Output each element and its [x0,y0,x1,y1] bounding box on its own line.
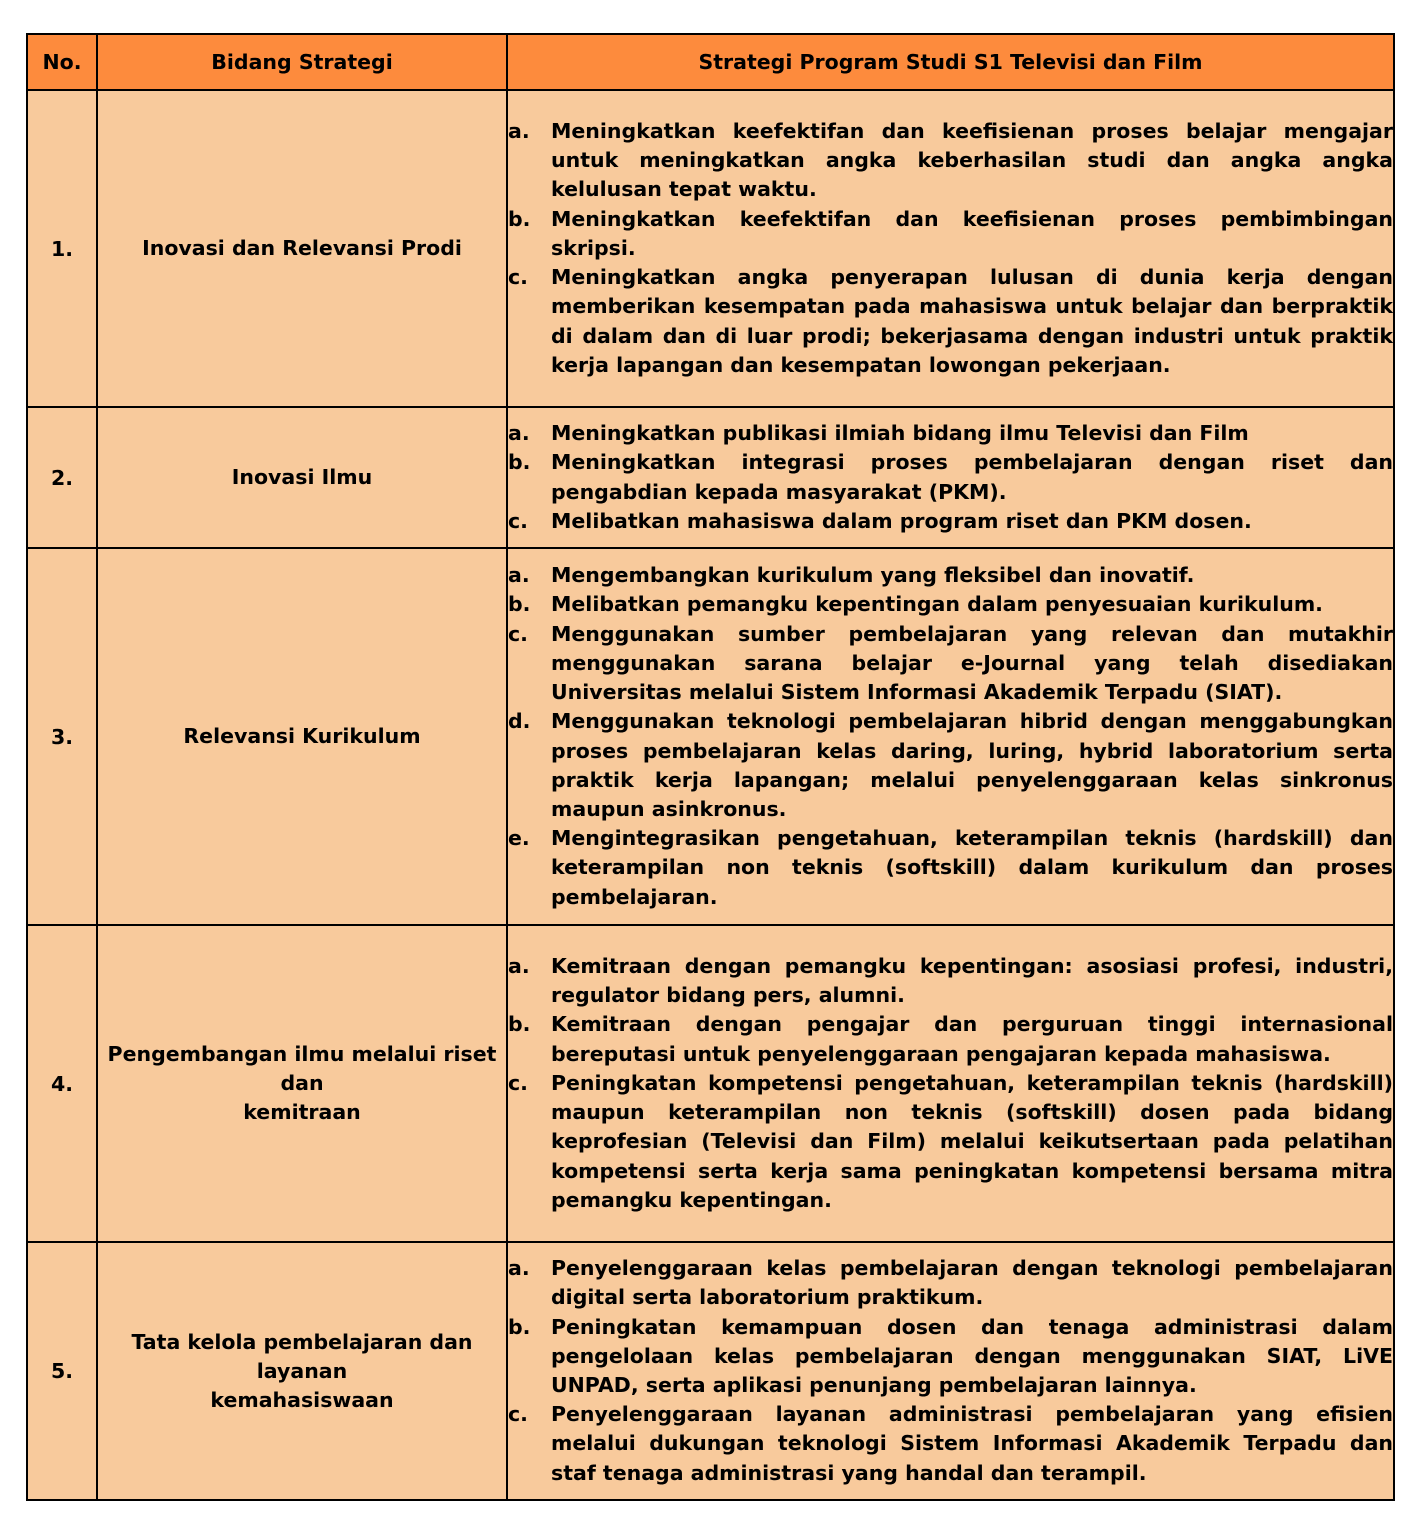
strategy-area: Pengembangan ilmu melalui riset dan kemitraan [97,925,507,1242]
list-item-text: Kemitraan dengan pengajar dan perguruan tinggi internasional bereputasi untuk penyelenggaraan pengajaran kepada mahasiswa. [551,1012,1393,1066]
strategy-items-cell [507,90,1394,407]
list-item-text: Penyelenggaraan kelas pembelajaran dengan teknologi pembelajaran digital serta laboratorium praktikum. [551,1256,1393,1310]
list-item-text: Mengembangkan kurikulum yang fleksibel dan inovatif. [551,563,1195,588]
list-marker: a. [508,1256,530,1281]
table-body [27,90,1394,1500]
list-item-text: Kemitraan dengan pemangku kepentingan: asosiasi profesi, industri, regulator bidang pers, alumni. [551,954,1393,1008]
list-item [508,1069,1393,1215]
list-item-text: Meningkatkan keefektifan dan keefisienan proses belajar mengajar untuk meningkatkan angka keberhasilan studi dan angka angka kelulusan tepat waktu. [551,119,1393,202]
list-item [508,1010,1393,1068]
list-item-text: Peningkatan kompetensi pengetahuan, keterampilan teknis (hardskill) maupun keterampilan non teknis (softskill) dosen pada bidang keprofesian (Televisi dan Film) melalui keikutsertaan pada pelatihan kompetensi serta kerja sama peningkatan kompetensi bersama mitra pemangku kepentingan. [551,1070,1393,1212]
list-item-text: Peningkatan kemampuan dosen dan tenaga administrasi dalam pengelolaan kelas pembelajaran dengan menggunakan SIAT, LiVE UNPAD, serta aplikasi penunjang pembelajaran lainnya. [551,1314,1393,1397]
list-item [508,117,1393,205]
table-row [27,548,1394,925]
list-item [508,824,1393,912]
list-item-text: Melibatkan pemangku kepentingan dalam penyesuaian kurikulum. [551,592,1323,617]
list-marker: a. [508,563,530,588]
list-marker: b. [508,1314,531,1339]
list-marker: a. [508,421,530,446]
strategy-list [508,117,1393,380]
strategy-items-cell [507,925,1394,1242]
strategy-list [508,419,1393,536]
row-number: 1. [27,90,97,407]
list-item [508,263,1393,380]
strategy-items-cell [507,407,1394,548]
list-item-text: Menggunakan sumber pembelajaran yang relevan dan mutakhir menggunakan sarana belajar e-Journal yang telah disediakan Universitas melalui Sistem Informasi Akademik Terpadu (SIAT). [551,621,1393,705]
strategy-area: Tata kelola pembelajaran dan layanan kemahasiswaan [97,1242,507,1500]
list-marker: c. [508,1402,528,1427]
list-marker: a. [508,954,530,979]
list-marker: e. [508,826,530,851]
list-marker: a. [508,119,530,144]
row-number: 4. [27,925,97,1242]
table-header-row [27,34,1394,90]
list-item-text: Meningkatkan angka penyerapan lulusan di dunia kerja dengan memberikan kesempatan pada mahasiswa untuk belajar dan berpraktik di dalam dan di luar prodi; bekerjasama dengan industri untuk praktik kerja lapangan dan kesempatan lowongan pekerjaan. [551,265,1393,377]
list-marker: c. [508,1070,528,1095]
list-item [508,448,1393,506]
list-item-text: Melibatkan mahasiswa dalam program riset dan PKM dosen. [551,508,1252,533]
strategy-area: Inovasi Ilmu [97,407,507,548]
list-marker: d. [508,709,531,734]
list-marker: c. [508,265,528,290]
list-marker: b. [508,1012,531,1037]
list-item [508,561,1393,590]
table-row [27,925,1394,1242]
strategy-list [508,561,1393,911]
row-number: 5. [27,1242,97,1500]
row-number: 3. [27,548,97,925]
list-item [508,1313,1393,1401]
list-marker: b. [508,206,531,231]
strategy-list [508,1254,1393,1488]
strategy-table [26,33,1395,1501]
list-item [508,952,1393,1010]
strategy-items-cell [507,1242,1394,1500]
header-no: No. [27,34,97,90]
header-strategy: Strategi Program Studi S1 Televisi dan Film [507,34,1394,90]
list-item-text: Meningkatkan integrasi proses pembelajaran dengan riset dan pengabdian kepada masyarakat (PKM). [551,450,1393,504]
list-item-text: Meningkatkan keefektifan dan keefisienan proses pembimbingan skripsi. [551,206,1393,260]
list-item [508,205,1393,263]
list-item [508,707,1393,824]
list-item [508,590,1393,619]
strategy-items-cell [507,548,1394,925]
row-number: 2. [27,407,97,548]
list-marker: c. [508,508,528,533]
list-marker: c. [508,621,528,646]
list-item-text: Penyelenggaraan layanan administrasi pembelajaran yang efisien melalui dukungan teknologi Sistem Informasi Akademik Terpadu dan staf tenaga administrasi yang handal dan terampil. [551,1402,1393,1485]
strategy-area: Relevansi Kurikulum [97,548,507,925]
list-marker: b. [508,450,531,475]
list-item-text: Menggunakan teknologi pembelajaran hibrid dengan menggabungkan proses pembelajaran kelas daring, luring, hybrid laboratorium serta praktik kerja lapangan; melalui penyelenggaraan kelas sinkronus maupun asinkronus. [551,709,1393,821]
list-item [508,620,1393,708]
table-row [27,90,1394,407]
list-item-text: Mengintegrasikan pengetahuan, keterampilan teknis (hardskill) dan keterampilan non teknis (softskill) dalam kurikulum dan proses pembelajaran. [551,826,1393,909]
list-item [508,1400,1393,1488]
table-row [27,407,1394,548]
list-marker: b. [508,592,531,617]
list-item-text: Meningkatkan publikasi ilmiah bidang ilmu Televisi dan Film [551,421,1249,446]
header-area: Bidang Strategi [97,34,507,90]
list-item [508,1254,1393,1312]
strategy-area: Inovasi dan Relevansi Prodi [97,90,507,407]
strategy-list [508,952,1393,1215]
table-row [27,1242,1394,1500]
list-item [508,507,1393,536]
list-item [508,419,1393,448]
